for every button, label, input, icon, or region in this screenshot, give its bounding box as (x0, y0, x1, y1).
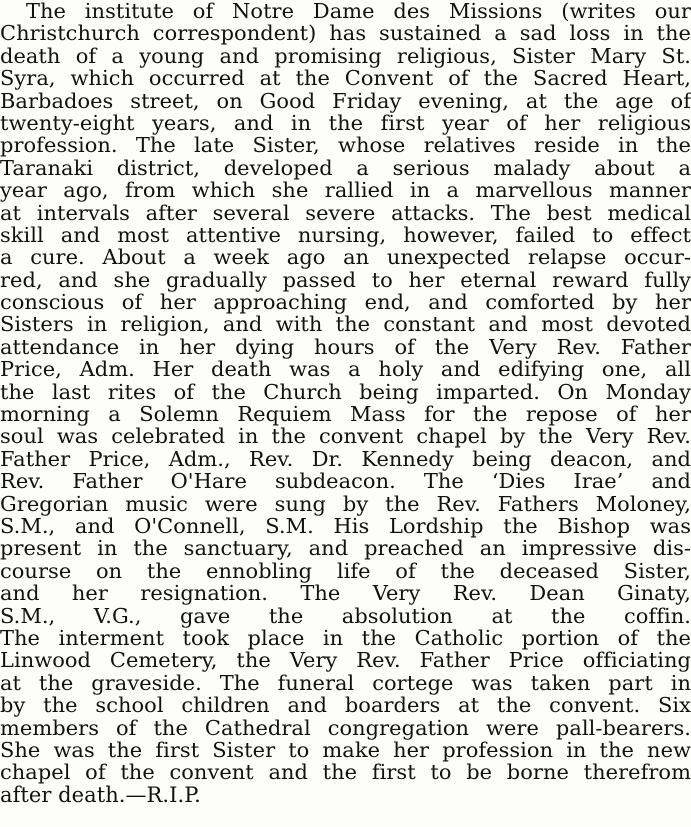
article-line-27: and her resignation. The Very Rev. Dean Ginaty, (0, 581, 691, 606)
article-line-33: members of the Cathedral congregation were pall-bearers. (0, 715, 691, 740)
article-line-10: at intervals after several severe attacks. The best medical (0, 200, 691, 225)
article-line-32: by the school children and boarders at the convent. Six (0, 693, 691, 718)
article-line-19: morning a Solemn Requiem Mass for the repose of her (0, 402, 691, 427)
article-line-30: Linwood Cemetery, the Very Rev. Father Price officiating (0, 648, 691, 673)
article-line-12: a cure. About a week ago an unexpected relapse occur- (0, 245, 691, 270)
article-line-29: The interment took place in the Catholic portion of the (0, 625, 691, 650)
article-line-4: Syra, which occurred at the Convent of the Sacred Heart, (0, 66, 691, 91)
article-line-9: year ago, from which she rallied in a marvellous manner (0, 178, 691, 203)
article-line-11: skill and most attentive nursing, however, failed to effect (0, 222, 691, 247)
article-line-15: Sisters in religion, and with the constant and most devoted (0, 312, 691, 337)
article-line-3: death of a young and promising religious, Sister Mary St. (0, 43, 691, 68)
article-line-22: Rev. Father O'Hare subdeacon. The ‘Dies Irae’ and (0, 469, 691, 494)
article-line-18: the last rites of the Church being imparted. On Monday (0, 379, 691, 404)
article-line-8: Taranaki district, developed a serious malady about a (0, 155, 691, 180)
article-line-26: course on the ennobling life of the deceased Sister, (0, 558, 691, 583)
article-line-7: profession. The late Sister, whose relatives reside in the (0, 133, 691, 158)
article-line-5: Barbadoes street, on Good Friday evening, at the age of (0, 88, 691, 113)
article-line-21: Father Price, Adm., Rev. Dr. Kennedy being deacon, and (0, 446, 691, 471)
article-line-13: red, and she gradually passed to her eternal reward fully (0, 267, 691, 292)
article-line-28: S.M., V.G., gave the absolution at the coffin. (0, 603, 691, 628)
article-line-24: S.M., and O'Connell, S.M. His Lordship the Bishop was (0, 513, 691, 538)
article-line-17: Price, Adm. Her death was a holy and edifying one, all (0, 357, 691, 382)
article-line-20: soul was celebrated in the convent chapel by the Very Rev. (0, 424, 691, 449)
article-line-1: The institute of Notre Dame des Missions (writes our (26, 0, 691, 23)
article-line-23: Gregorian music were sung by the Rev. Fathers Moloney, (0, 491, 691, 516)
article-line-36: after death.—R.I.P. (0, 782, 201, 807)
article-line-16: attendance in her dying hours of the Very Rev. Father (0, 334, 691, 359)
article-line-6: twenty-eight years, and in the first year of her religious (0, 110, 691, 135)
article-line-25: present in the sanctuary, and preached an impressive dis- (0, 536, 691, 561)
article-line-34: She was the first Sister to make her profession in the new (0, 737, 691, 762)
article-line-14: conscious of her approaching end, and comforted by her (0, 290, 691, 315)
article-line-2: Christchurch correspondent) has sustained a sad loss in the (0, 21, 691, 46)
article-line-31: at the graveside. The funeral cortege was taken part in (0, 670, 691, 695)
article-line-35: chapel of the convent and the first to be borne therefrom (0, 760, 691, 785)
